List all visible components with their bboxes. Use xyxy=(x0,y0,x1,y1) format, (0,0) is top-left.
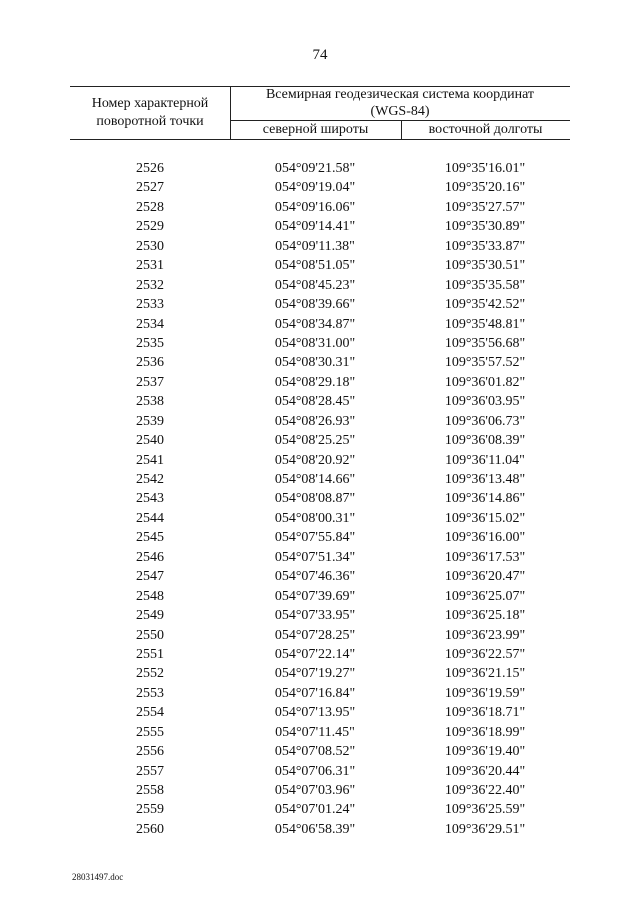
table-row xyxy=(0,723,640,742)
longitude-cell: 109°36'14.86" xyxy=(444,491,526,507)
longitude-cell: 109°35'48.81" xyxy=(444,316,526,332)
point-number-cell: 2534 xyxy=(136,316,164,332)
table-row xyxy=(0,626,640,645)
point-number-cell: 2554 xyxy=(136,705,164,721)
latitude-cell: 054°07'39.69" xyxy=(274,588,356,604)
point-number-cell: 2549 xyxy=(136,608,164,624)
point-number-cell: 2531 xyxy=(136,258,164,274)
table-row xyxy=(0,567,640,586)
table-row xyxy=(0,781,640,800)
longitude-cell: 109°36'22.40" xyxy=(444,783,526,798)
table-row xyxy=(0,509,640,528)
point-number-cell: 2553 xyxy=(136,685,164,701)
point-number-cell: 2557 xyxy=(136,763,164,779)
longitude-cell: 109°36'21.15" xyxy=(444,666,526,682)
table-row xyxy=(0,276,640,295)
latitude-cell: 054°08'20.92" xyxy=(274,452,356,468)
point-number-cell: 2546 xyxy=(136,549,164,565)
longitude-cell: 109°35'16.01" xyxy=(444,161,526,176)
longitude-cell: 109°36'13.48" xyxy=(444,472,526,487)
longitude-cell: 109°36'11.04" xyxy=(445,452,525,468)
point-number-cell: 2535 xyxy=(136,335,164,351)
longitude-cell: 109°36'06.73" xyxy=(444,413,526,429)
point-number-cell: 2542 xyxy=(136,472,164,487)
longitude-cell: 109°35'56.68" xyxy=(444,335,526,351)
table-row xyxy=(0,548,640,567)
table-row xyxy=(0,587,640,606)
longitude-cell: 109°35'42.52" xyxy=(444,297,526,313)
latitude-cell: 054°08'34.87" xyxy=(274,316,356,332)
coordinate-system-title: Всемирная геодезическая система координат xyxy=(265,87,535,102)
table-row xyxy=(0,178,640,197)
longitude-cell: 109°36'25.18" xyxy=(444,608,526,624)
point-number-cell: 2544 xyxy=(136,510,164,526)
longitude-cell: 109°35'33.87" xyxy=(444,238,526,254)
latitude-cell: 054°07'28.25" xyxy=(274,627,356,643)
latitude-cell: 054°09'11.38" xyxy=(275,238,355,254)
point-number-cell: 2545 xyxy=(136,530,164,546)
point-number-header: Номер характерной поворотной точки xyxy=(91,96,209,129)
point-number-cell: 2541 xyxy=(136,452,164,468)
latitude-header: северной широты xyxy=(262,122,369,137)
latitude-cell: 054°08'00.31" xyxy=(274,510,356,526)
point-number-cell: 2558 xyxy=(136,783,164,798)
latitude-cell: 054°07'46.36" xyxy=(274,569,356,585)
longitude-cell: 109°36'20.47" xyxy=(444,569,526,585)
latitude-cell: 054°09'19.04" xyxy=(274,180,356,196)
longitude-cell: 109°36'19.59" xyxy=(444,685,526,701)
header-bottom-rule xyxy=(70,139,570,140)
latitude-cell: 054°07'19.27" xyxy=(274,666,356,682)
longitude-cell: 109°35'35.58" xyxy=(444,277,526,293)
table-row xyxy=(0,237,640,256)
table-row xyxy=(0,198,640,217)
point-number-cell: 2551 xyxy=(136,646,164,662)
table-row xyxy=(0,412,640,431)
latitude-cell: 054°08'25.25" xyxy=(274,433,356,449)
point-number-cell: 2530 xyxy=(136,238,164,254)
coordinate-system-header xyxy=(230,86,570,120)
point-number-cell: 2532 xyxy=(136,277,164,293)
longitude-cell: 109°36'16.00" xyxy=(444,530,526,546)
table-row xyxy=(0,489,640,508)
page-number: 74 xyxy=(312,47,328,63)
latitude-cell: 054°08'45.23" xyxy=(274,277,356,293)
table-row xyxy=(0,742,640,761)
latitude-cell: 054°07'01.24" xyxy=(274,802,356,818)
longitude-cell: 109°36'29.51" xyxy=(444,821,526,837)
longitude-cell: 109°35'30.89" xyxy=(444,219,526,235)
point-number-cell: 2527 xyxy=(136,180,164,196)
document-code: 28031497.doc xyxy=(72,872,124,882)
latitude-cell: 054°08'31.00" xyxy=(274,335,356,351)
longitude-cell: 109°36'01.82" xyxy=(444,374,526,390)
latitude-cell: 054°07'06.31" xyxy=(274,763,356,779)
table-row xyxy=(0,334,640,353)
point-number-cell: 2559 xyxy=(136,802,164,818)
latitude-cell: 054°06'58.39" xyxy=(274,821,356,837)
table-row xyxy=(0,315,640,334)
longitude-cell: 109°35'27.57" xyxy=(444,199,526,215)
table-row xyxy=(0,159,640,178)
longitude-cell: 109°35'30.51" xyxy=(444,258,526,274)
longitude-cell: 109°36'17.53" xyxy=(444,549,526,565)
longitude-header: восточной долготы xyxy=(428,122,543,137)
point-number-cell: 2552 xyxy=(136,666,164,682)
coordinate-system-code: (WGS-84) xyxy=(370,104,430,119)
table-row xyxy=(0,703,640,722)
point-number-cell: 2547 xyxy=(136,569,164,585)
longitude-cell: 109°36'23.99" xyxy=(444,627,526,643)
longitude-cell: 109°36'25.59" xyxy=(444,802,526,818)
point-number-cell: 2555 xyxy=(136,724,164,740)
table-row xyxy=(0,451,640,470)
latitude-cell: 054°08'28.45" xyxy=(274,394,356,410)
latitude-cell: 054°07'16.84" xyxy=(274,685,356,701)
latitude-cell: 054°09'21.58" xyxy=(274,161,356,176)
latitude-cell: 054°07'08.52" xyxy=(274,744,356,760)
longitude-cell: 109°36'03.95" xyxy=(444,394,526,410)
point-number-cell: 2556 xyxy=(136,744,164,760)
longitude-cell: 109°35'20.16" xyxy=(444,180,526,196)
point-number-cell: 2537 xyxy=(136,374,164,390)
point-number-cell: 2543 xyxy=(136,491,164,507)
longitude-cell: 109°36'08.39" xyxy=(444,433,526,449)
table-row xyxy=(0,431,640,450)
point-number-cell: 2538 xyxy=(136,394,164,410)
latitude-cell: 054°08'29.18" xyxy=(274,374,356,390)
table-row xyxy=(0,645,640,664)
latitude-cell: 054°07'22.14" xyxy=(274,646,356,662)
table-row xyxy=(0,353,640,372)
longitude-cell: 109°36'15.02" xyxy=(444,510,526,526)
table-row xyxy=(0,392,640,411)
point-number-cell: 2550 xyxy=(136,627,164,643)
point-number-cell: 2539 xyxy=(136,413,164,429)
latitude-cell: 054°09'14.41" xyxy=(274,219,356,235)
table-row xyxy=(0,373,640,392)
coordinates-table-body xyxy=(0,159,640,839)
table-row xyxy=(0,528,640,547)
latitude-cell: 054°09'16.06" xyxy=(274,199,356,215)
latitude-cell: 054°07'03.96" xyxy=(274,783,356,798)
latitude-cell: 054°07'33.95" xyxy=(274,608,356,624)
table-row xyxy=(0,295,640,314)
point-number-cell: 2529 xyxy=(136,219,164,235)
table-row xyxy=(0,800,640,819)
latitude-cell: 054°08'30.31" xyxy=(274,355,356,371)
table-row xyxy=(0,684,640,703)
latitude-cell: 054°08'26.93" xyxy=(274,413,356,429)
table-row xyxy=(0,664,640,683)
latitude-cell: 054°08'51.05" xyxy=(274,258,356,274)
latitude-cell: 054°07'51.34" xyxy=(274,549,356,565)
latitude-cell: 054°07'11.45" xyxy=(275,724,355,740)
latitude-cell: 054°07'13.95" xyxy=(274,705,356,721)
table-row xyxy=(0,256,640,275)
point-number-cell: 2540 xyxy=(136,433,164,449)
table-row xyxy=(0,762,640,781)
table-row xyxy=(0,820,640,839)
longitude-cell: 109°36'20.44" xyxy=(444,763,526,779)
point-number-cell: 2560 xyxy=(136,821,164,837)
longitude-cell: 109°36'22.57" xyxy=(444,646,526,662)
point-number-cell: 2528 xyxy=(136,199,164,215)
longitude-cell: 109°36'18.99" xyxy=(444,724,526,740)
table-row xyxy=(0,217,640,236)
latitude-cell: 054°08'08.87" xyxy=(274,491,356,507)
point-number-cell: 2548 xyxy=(136,588,164,604)
latitude-cell: 054°07'55.84" xyxy=(274,530,356,546)
longitude-cell: 109°35'57.52" xyxy=(444,355,526,371)
table-row xyxy=(0,606,640,625)
longitude-cell: 109°36'19.40" xyxy=(444,744,526,760)
point-number-cell: 2536 xyxy=(136,355,164,371)
table-row xyxy=(0,470,640,489)
latitude-cell: 054°08'14.66" xyxy=(274,472,356,487)
point-number-cell: 2526 xyxy=(136,161,164,176)
latitude-cell: 054°08'39.66" xyxy=(274,297,356,313)
point-number-cell: 2533 xyxy=(136,297,164,313)
longitude-cell: 109°36'25.07" xyxy=(444,588,526,604)
longitude-cell: 109°36'18.71" xyxy=(444,705,526,721)
